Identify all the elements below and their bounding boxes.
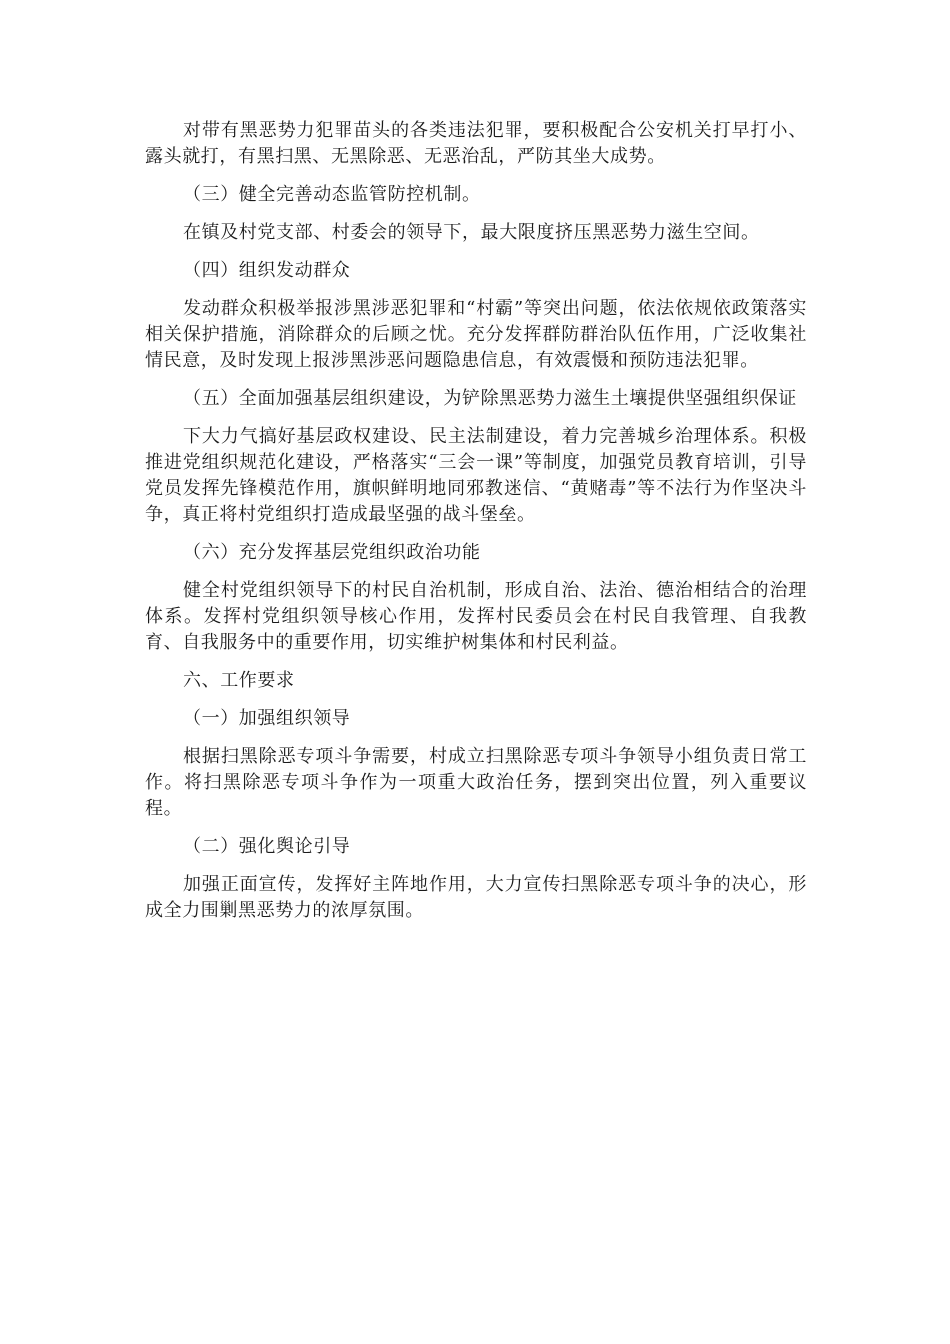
- chapter-heading: 六、工作要求: [183, 670, 295, 691]
- section-heading: （一）加强组织领导: [183, 708, 351, 729]
- paragraph-body: 在镇及村党支部、村委会的领导下，最大限度挤压黑恶势力滋生空间。: [183, 222, 760, 243]
- paragraph-body: 根据扫黑除恶专项斗争需要，村成立扫黑除恶专项斗争领导小组负责日常工作。将扫黑除恶专项斗争作为一项重大政治任务，摆到突出位置，列入重要议程。: [145, 746, 807, 819]
- paragraph-body: 对带有黑恶势力犯罪苗头的各类违法犯罪，要积极配合公安机关打早打小、露头就打，有黑扫黑、无黑除恶、无恶治乱，严防其坐大成势。: [145, 120, 807, 167]
- paragraph-body: 下大力气搞好基层政权建设、民主法制建设，着力完善城乡治理体系。积极推进党组织规范化建设，严格落实“三会一课”等制度，加强党员教育培训，引导党员发挥先锋模范作用，旗帜鲜明地同邪教迷信、“黄赌毒”等不法行为作坚决斗争，真正将村党组织打造成最坚强的战斗堡垒。: [145, 426, 807, 525]
- section-heading: （六）充分发挥基层党组织政治功能: [183, 542, 481, 563]
- section-heading: （五）全面加强基层组织建设，为铲除黑恶势力滋生土壤提供坚强组织保证: [183, 388, 797, 409]
- paragraph-body: 健全村党组织领导下的村民自治机制，形成自治、法治、德治相结合的治理体系。发挥村党组织领导核心作用，发挥村民委员会在村民自我管理、自我教育、自我服务中的重要作用，切实维护树集体和村民利益。: [145, 580, 807, 653]
- paragraph-body: 加强正面宣传，发挥好主阵地作用，大力宣传扫黑除恶专项斗争的决心，形成全力围剿黑恶势力的浓厚氛围。: [145, 874, 807, 921]
- document-page: [145, 118, 807, 924]
- section-heading: （三）健全完善动态监管防控机制。: [183, 184, 481, 205]
- section-heading: （二）强化舆论引导: [183, 836, 351, 857]
- section-heading: （四）组织发动群众: [183, 260, 351, 281]
- paragraph-body: 发动群众积极举报涉黑涉恶犯罪和“村霸”等突出问题，依法依规依政策落实相关保护措施，消除群众的后顾之忧。充分发挥群防群治队伍作用，广泛收集社情民意，及时发现上报涉黑涉恶问题隐患信息，有效震慑和预防违法犯罪。: [145, 298, 807, 371]
